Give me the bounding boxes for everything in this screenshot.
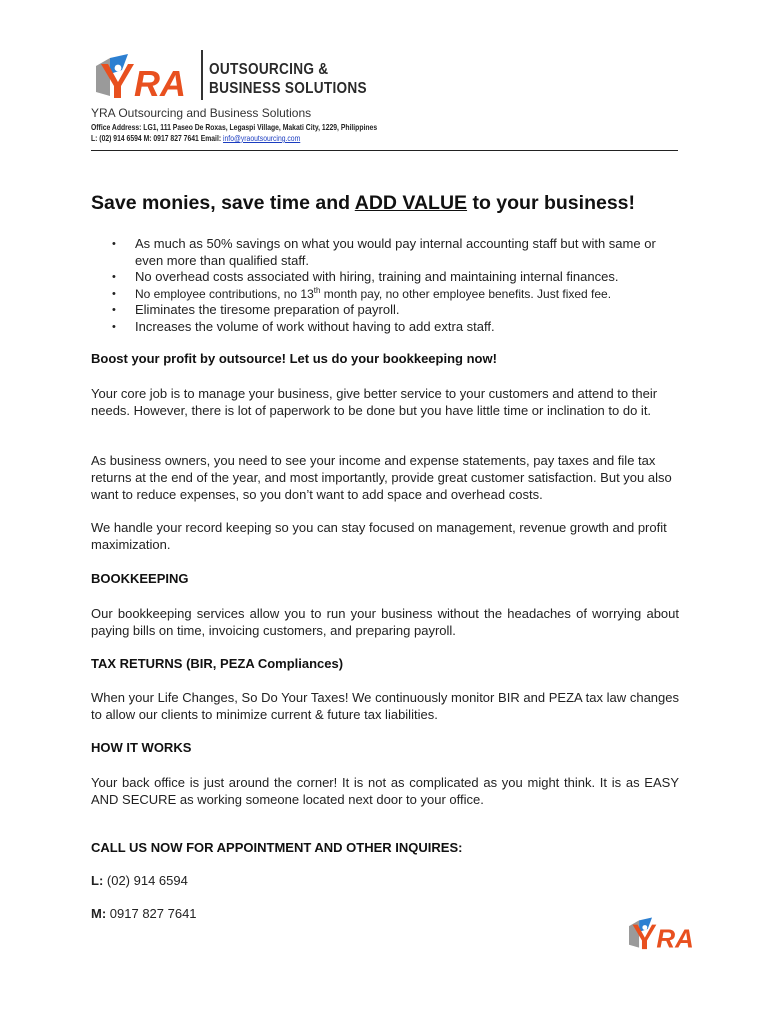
how-it-works-heading: HOW IT WORKS: [91, 740, 192, 755]
paragraph-record-keeping: We handle your record keeping so you can stay focused on management, revenue growth and profit maximization.: [91, 520, 667, 552]
paragraph-how-it-works: Your back office is just around the corner! It is not as complicated as you might think. It is as EASY AND SECURE as working someone located next door to your office.: [91, 775, 679, 807]
list-item: • Eliminates the tiresome preparation of payroll.: [112, 302, 682, 319]
tax-returns-heading: TAX RETURNS (BIR, PEZA Compliances): [91, 656, 344, 671]
page-headline: Save monies, save time and ADD VALUE to your business!: [91, 192, 636, 214]
company-tagline: OUTSOURCING & BUSINESS SOLUTIONS: [209, 61, 367, 97]
header-contact-line: L: (02) 914 6594 M: 0917 827 7641 Email: info@yraoutsourcing.com: [91, 133, 301, 143]
benefits-list: [112, 236, 682, 335]
call-us-heading: CALL US NOW FOR APPOINTMENT AND OTHER INQUIRES:: [91, 840, 463, 855]
svg-text:RA: RA: [134, 63, 186, 102]
list-item: • No employee contributions, no 13th month pay, no other employee benefits. Just fixed fee.: [112, 286, 682, 303]
company-name: YRA Outsourcing and Business Solutions: [91, 106, 312, 120]
office-address: Office Address: LG1, 111 Paseo De Roxas, Legaspi Village, Makati City, 1229, Philippines: [91, 122, 378, 132]
svg-text:RA: RA: [656, 925, 694, 952]
paragraph-core-job: Your core job is to manage your business, give better service to your customers and attend to their needs. However, there is lot of paperwork to be done but you have little time or inclination to do it.: [91, 386, 658, 418]
boost-heading: Boost your profit by outsource! Let us do your bookkeeping now!: [91, 351, 497, 366]
header-divider: [201, 50, 203, 100]
paragraph-bookkeeping: Our bookkeeping services allow you to run your business without the headaches of worrying about paying bills on time, invoicing customers, and preparing payroll.: [91, 606, 679, 638]
header-rule: [91, 150, 678, 151]
list-item: • As much as 50% savings on what you would pay internal accounting staff but with same or even more than qualified staff.: [112, 236, 682, 269]
email-link[interactable]: info@yraoutsourcing.com: [223, 133, 301, 143]
bookkeeping-heading: BOOKKEEPING: [91, 571, 189, 586]
mobile-number: M: 0917 827 7641: [91, 906, 197, 921]
list-item: • No overhead costs associated with hiring, training and maintaining internal finances.: [112, 269, 682, 286]
yra-logo-icon: [94, 52, 198, 102]
paragraph-tax: When your Life Changes, So Do Your Taxes! We continuously monitor BIR and PEZA tax law changes to allow our clients to minimize current & future tax liabilities.: [91, 690, 679, 722]
landline-number: L: (02) 914 6594: [91, 873, 188, 888]
list-item: • Increases the volume of work without having to add extra staff.: [112, 319, 682, 336]
yra-footer-logo-icon: [626, 916, 704, 952]
paragraph-business-owners: As business owners, you need to see your income and expense statements, pay taxes and file tax returns at the end of the year, and most importantly, provide great customer satisfaction. But you also want to reduce expenses, so you don’t want to add space and overhead costs.: [91, 453, 672, 502]
